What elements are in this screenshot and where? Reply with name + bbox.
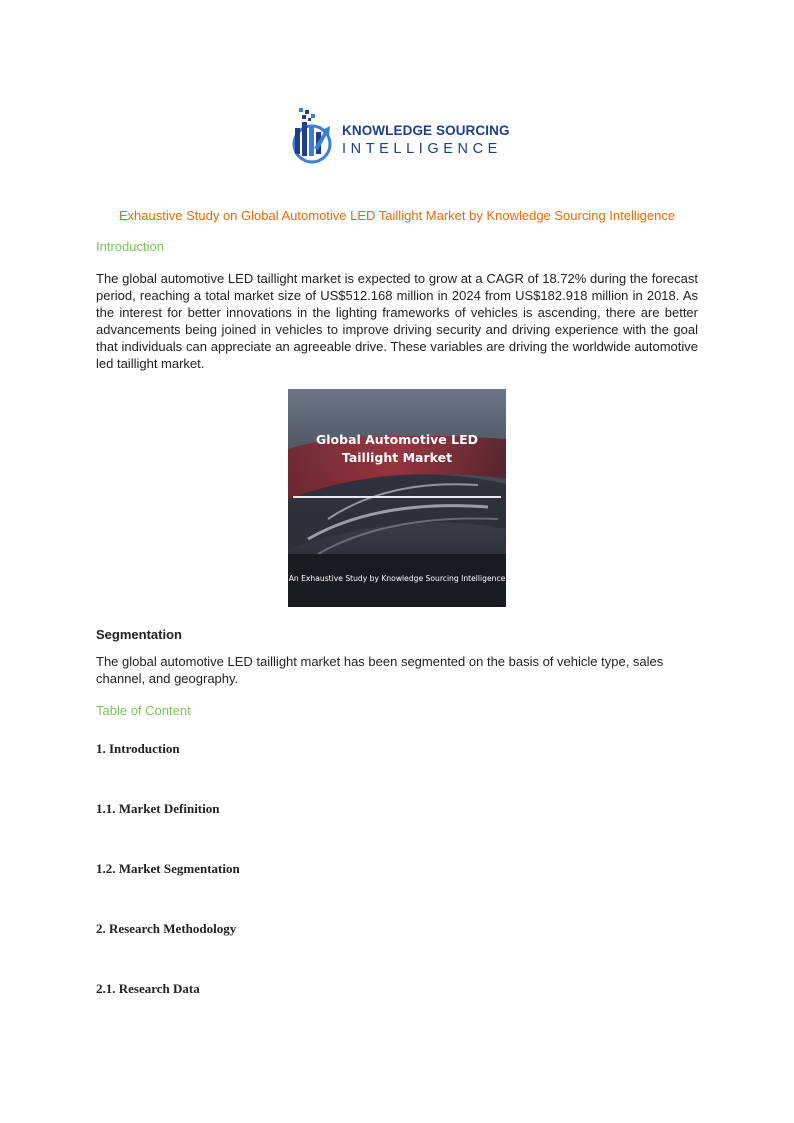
logo-mark-icon [290,104,336,164]
cover-subtitle: An Exhaustive Study by Knowledge Sourcing Intelligence [288,574,506,583]
logo-text-line1: KNOWLEDGE SOURCING [342,123,510,138]
toc-list [96,741,240,1041]
cover-title: Global Automotive LED Taillight Market [315,432,479,465]
segmentation-body: The global automotive LED taillight market has been segmented on the basis of vehicle type, sales channel, and geography. [96,654,664,686]
introduction-body: The global automotive LED taillight market is expected to grow at a CAGR of 18.72% during the forecast period, reaching a total market size of US$512.168 million in 2024 from US$182.918 million in 2018. As the interest for better innovations in the lighting frameworks of vehicles is ascending, there are better advancements being joined in vehicles to improve driving security and driving experience with the goal that individuals can appreciate an agreeable drive. These variables are driving the worldwide automotive led taillight market. [96,271,698,371]
report-cover-image [288,389,506,607]
toc-item: 1. Introduction [96,741,180,756]
segmentation-heading: Segmentation [96,627,182,642]
logo-text-line2: INTELLIGENCE [342,141,502,157]
toc-item: 2. Research Methodology [96,921,237,936]
toc-item: 2.1. Research Data [96,981,200,996]
toc-heading: Table of Content [96,703,191,718]
toc-item: 1.2. Market Segmentation [96,861,240,876]
cover-divider [293,496,501,498]
introduction-heading: Introduction [96,239,164,254]
document-title: Exhaustive Study on Global Automotive LED Taillight Market by Knowledge Sourcing Intelligence [118,208,676,223]
toc-item: 1.1. Market Definition [96,801,220,816]
company-logo [290,104,510,166]
